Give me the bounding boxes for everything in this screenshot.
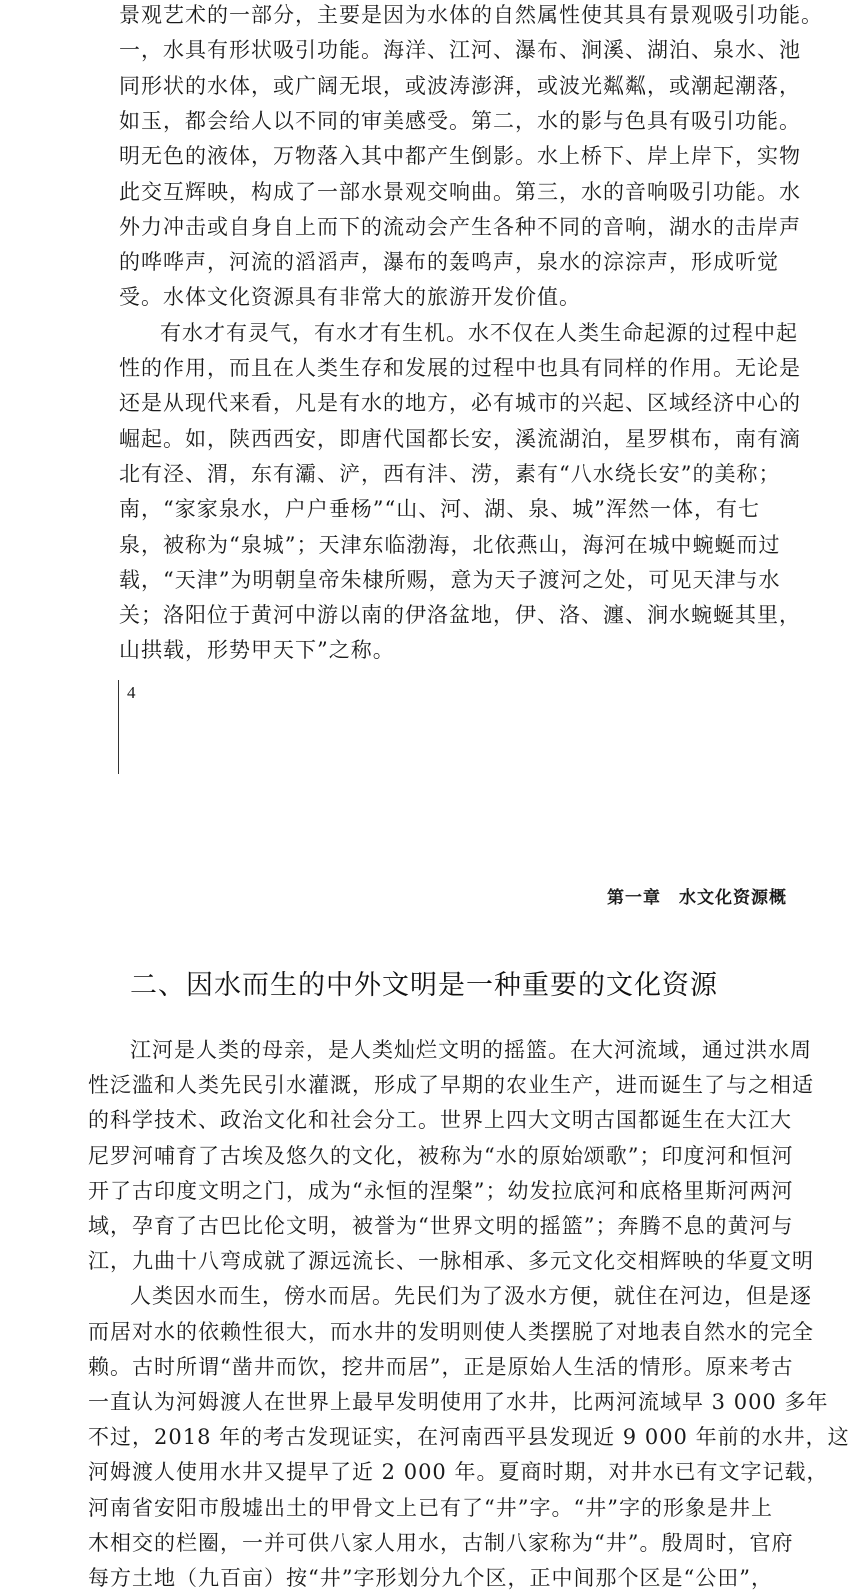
- text-line: 南，“家家泉水，户户垂杨”“山、河、湖、泉、城”浑然一体，有七: [119, 497, 760, 522]
- text-line: 性的作用，而且在人类生存和发展的过程中也具有同样的作用。无论是: [119, 356, 801, 380]
- text-line: 域，孕育了古巴比伦文明，被誉为“世界文明的摇篮”；奔腾不息的黄河与: [88, 1214, 794, 1238]
- text-line: 受。水体文化资源具有非常大的旅游开发价值。: [119, 285, 581, 310]
- text-line: 赖。古时所谓“凿井而饮，挖井而居”，正是原始人生活的情形。原来考古: [88, 1354, 794, 1379]
- text-line: 崛起。如，陕西西安，即唐代国都长安，溪流湖泊，星罗棋布，南有滴: [119, 426, 801, 451]
- upper-page: [0, 0, 823, 790]
- text-line: 尼罗河哺育了古埃及悠久的文化，被称为“水的原始颂歌”；印度河和恒河: [88, 1143, 794, 1168]
- lower-page: [0, 830, 850, 1590]
- text-line: 景观艺术的一部分，主要是因为水体的自然属性使其具有景观吸引功能。: [119, 3, 823, 27]
- text-line: 还是从现代来看，凡是有水的地方，必有城市的兴起、区域经济中心的: [119, 391, 801, 416]
- text-line: 性泛滥和人类先民引水灌溉，形成了早期的农业生产，进而诞生了与之相适: [88, 1073, 814, 1098]
- text-line: 同形状的水体，或广阔无垠，或波涛澎湃，或波光粼粼，或潮起潮落，: [119, 73, 801, 98]
- text-line: 木相交的栏圈，一并可供八家人用水，古制八家称为“井”。殷周时，官府: [88, 1530, 794, 1555]
- page-number-rule: [118, 680, 119, 774]
- text-line: 泉，被称为“泉城”；天津东临渤海，北依燕山，海河在城中蜿蜒而过: [119, 532, 781, 557]
- section-title: 二、因水而生的中外文明是一种重要的文化资源: [130, 970, 718, 1001]
- text-line: 关；洛阳位于黄河中游以南的伊洛盆地，伊、洛、瀍、涧水蜿蜒其里，: [119, 603, 801, 628]
- text-line: 江，九曲十八弯成就了源远流长、一脉相承、多元文化交相辉映的华夏文明: [88, 1249, 814, 1274]
- text-line: 北有泾、渭，东有灞、浐，西有沣、涝，素有“八水绕长安”的美称；: [119, 461, 781, 486]
- text-line: 载，“天津”为明朝皇帝朱棣所赐，意为天子渡河之处，可见天津与水: [119, 567, 781, 592]
- text-line: 人类因水而生，傍水而居。先民们为了汲水方便，就住在河边，但是逐: [130, 1284, 812, 1309]
- page-number: 4: [127, 683, 136, 702]
- text-line: 一直认为河姆渡人在世界上最早发明使用了水井，比两河流域早 3 000 多年: [88, 1390, 829, 1414]
- text-line: 有水才有灵气，有水才有生机。水不仅在人类生命起源的过程中起: [160, 320, 798, 345]
- text-line: 的哗哗声，河流的滔滔声，瀑布的轰鸣声，泉水的淙淙声，形成听觉: [119, 250, 779, 275]
- text-line: 如玉，都会给人以不同的审美感受。第二，水的影与色具有吸引功能。: [119, 108, 801, 133]
- text-line: 外力冲击或自身自上而下的流动会产生各种不同的音响，湖水的击岸声: [119, 214, 801, 239]
- text-line: 的科学技术、政治文化和社会分工。世界上四大文明古国都诞生在大江大: [88, 1108, 792, 1133]
- text-line: 开了古印度文明之门，成为“永恒的涅槃”；幼发拉底河和底格里斯河两河: [88, 1178, 794, 1203]
- text-line: 江河是人类的母亲，是人类灿烂文明的摇篮。在大河流域，通过洪水周: [130, 1038, 812, 1062]
- running-header: 第一章 水文化资源概: [607, 888, 787, 908]
- text-line: 河姆渡人使用水井又提早了近 2 000 年。夏商时期，对井水已有文字记载，: [88, 1460, 829, 1485]
- text-line: 明无色的液体，万物落入其中都产生倒影。水上桥下、岸上岸下，实物: [119, 144, 801, 169]
- text-line: 河南省安阳市殷墟出土的甲骨文上已有了“井”字。“井”字的形象是井上: [88, 1495, 773, 1520]
- text-line: 不过，2018 年的考古发现证实，在河南西平县发现近 9 000 年前的水井，这: [88, 1425, 850, 1450]
- text-line: 而居对水的依赖性很大，而水井的发明则使人类摆脱了对地表自然水的完全: [88, 1319, 814, 1344]
- text-line: 山拱载，形势甲天下”之称。: [119, 638, 395, 663]
- text-line: 每方土地（九百亩）按“井”字形划分九个区，正中间那个区是“公田”，: [88, 1566, 773, 1590]
- text-line: 一，水具有形状吸引功能。海洋、江河、瀑布、涧溪、湖泊、泉水、池: [119, 38, 801, 63]
- text-line: 此交互辉映，构成了一部水景观交响曲。第三，水的音响吸引功能。水: [119, 179, 801, 204]
